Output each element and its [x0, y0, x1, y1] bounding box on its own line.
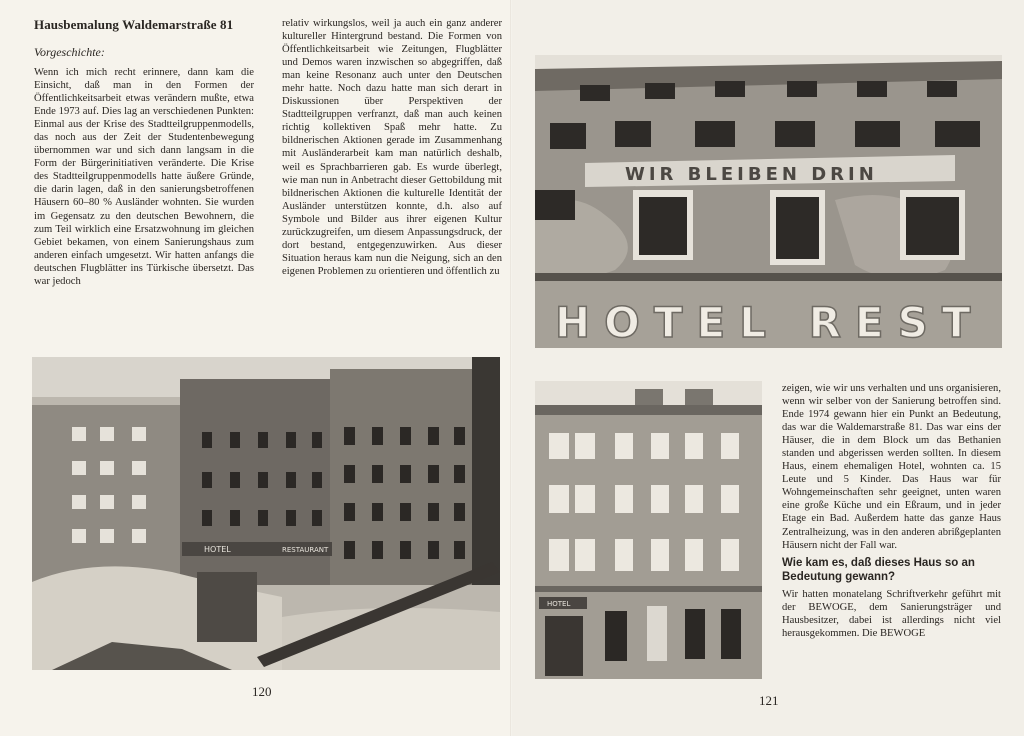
column-3-text-continued: Wir hatten monatelang Schriftverkehr geführt mit der BEWOGE, dem Sanierungsträger und Hausbesitzer, dabei ist allerdings nicht viel herausgekommen. Die BEWOGE [782, 588, 1001, 639]
facade-drawing [535, 381, 762, 679]
street-photo [32, 357, 500, 670]
street-sign-restaurant: RESTAURANT [282, 546, 329, 554]
hotel-rest-sign: HOTEL REST [555, 298, 985, 347]
street-sign-hotel: HOTEL [204, 545, 231, 554]
right-page [512, 0, 1024, 736]
text-column-1 [34, 66, 254, 288]
facade-banner-photo [535, 55, 1002, 348]
facade-photo [535, 381, 762, 679]
column-2-text: relativ wirkungslos, weil ja auch ein ganz anderer kultureller Hintergrund bestand. Die Formen von Öffentlichkeitsarbeit wie Zeitungen, Flugblätter und Demos waren inzwischen so abgegriffen, daß man keine Resonanz auch unter den Deutschen mehr hatte. Noch dazu hatte man sich derart in Diskussionen über Perspektiven der Stadtteilgruppen verfranzt, daß man auch keinen richtig kollektiven Spaß mehr hatte. Zu bildnerischen Aktionen gerade im Zusammenhang mit Ausländerarbeit kam man natürlich deshalb, weil es Sprachbarrieren gab. Es wurde überlegt, wie man nun in Anbetracht dieser Gettobildung mit bildnerischen Aktionen die kulturelle Identität der Ausländer unterstützen konnte, d.h. also auf Symbole und Bilder aus ihrer eigenen Kultur zurückzugreifen, um diesem Anpassungsdruck, der dort bestand, entgegenzuwirken. Aus dieser Situation heraus kam nun die Neigung, sich an den eigenen Problemen zu orientieren und öffentlich zu [282, 18, 502, 277]
subheading: Wie kam es, daß dieses Haus so an Bedeutung gewann? [782, 556, 975, 583]
facade-sign-hotel: HOTEL [547, 600, 571, 608]
text-column-2 [282, 17, 502, 278]
column-3-text: zeigen, wie wir uns verhalten und uns organisieren, wenn wir selber von der Sanierung betroffen sind. Ende 1974 gewann hier ein Punkt an Bedeutung, das war die Waldemarstraße 81. Das war eins der Häuser, die in dem Block um das Bethanien standen und abgerissen werden sollten. In diesem Haus, einem ehemaligen Hotel, wohnten ca. 15 Leute und 5 Kinder. Das Haus war für Wohngemeinschaften sehr geeignet, unten waren eine große Küche und ein Eßraum, und in jeder Etage ein Bad. Außerdem hatte das ganze Haus Zentralheizung, was in den anderen abrißgeplanten Häusern nicht der Fall war. [782, 383, 1001, 551]
facade-banner-drawing [535, 55, 1002, 348]
section-label: Vorgeschichte: [34, 45, 105, 59]
banner-text: WIR BLEIBEN DRIN [625, 164, 878, 185]
page-number-right: 121 [759, 693, 779, 708]
text-column-3 [782, 382, 1001, 640]
page-number-left: 120 [252, 684, 272, 699]
article-title: Hausbemalung Waldemarstraße 81 [34, 17, 234, 32]
column-1-text: Wenn ich mich recht erinnere, dann kam die Einsicht, daß man in den Formen der Öffentlichkeitsarbeit etwas verändern mußte, etwa Ende 1973 auf. Dies lag an verschiedenen Punkten: Einmal aus der Krise des Stadtteilgruppenmodells, das noch aus der Zeit der Studentenbewegung übernommen war und sich dann langsam in die Form der Bürgerinitiativen veränderte. Die Krise des Stadtteilgruppenmodells hatte äußere Gründe, die darin lagen, daß in den sanierungsbetroffenen Häusern 60–80 % Ausländer wohnten. Sie wurden im Gegensatz zu den deutschen Bewohnern, die zum Teil wirklich eine Ersatzwohnung im gleichen Gebiet bekamen, von einem Sanierungshaus zum anderen einfach umgesetzt. Wir hatten anfangs die deutschen Flugblätter ins Türkische übersetzt. Das war jedoch [34, 67, 254, 287]
street-photo-drawing [32, 357, 500, 670]
